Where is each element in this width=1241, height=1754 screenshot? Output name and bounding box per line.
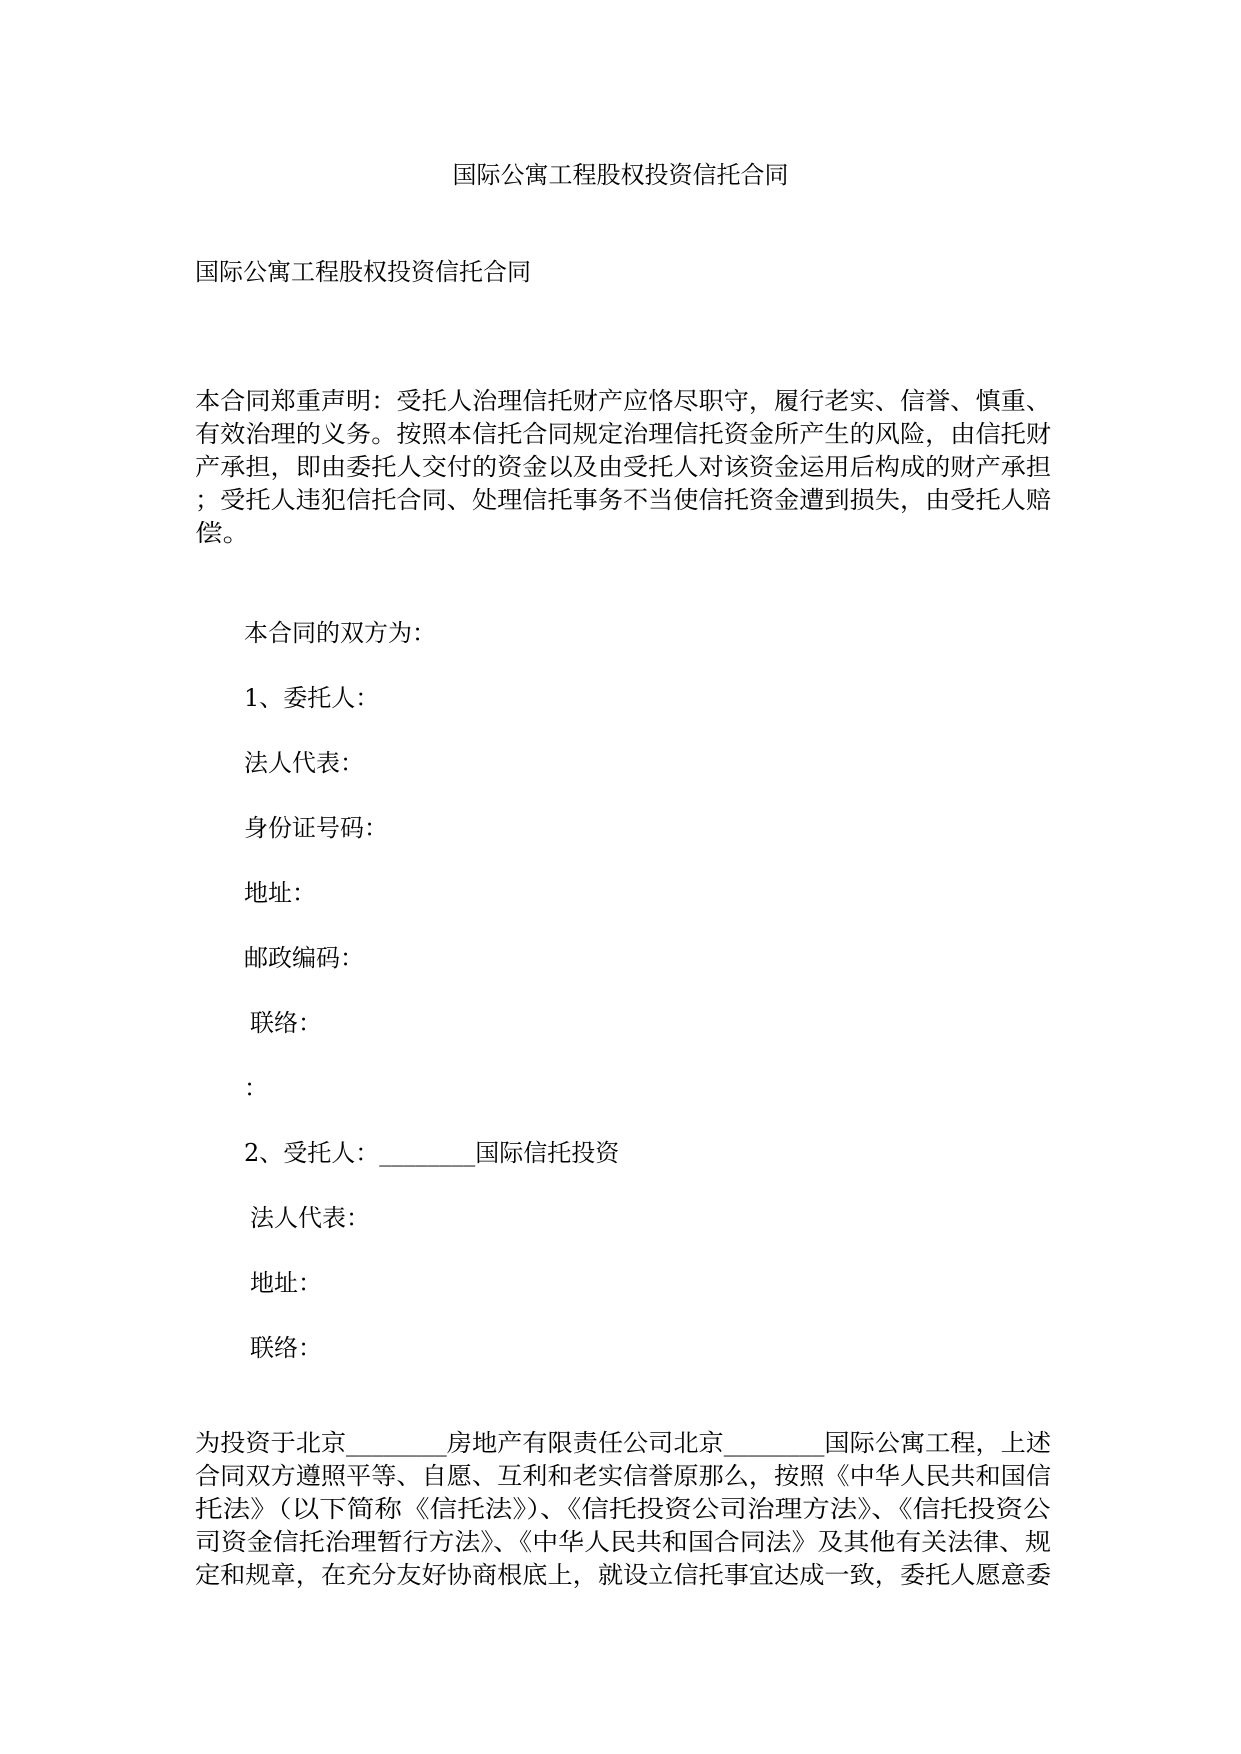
paragraph-line: 本合同郑重声明：受托人治理信托财产应恪尽职守，履行老实、信誉、慎重、 <box>195 387 1051 415</box>
party1-heading: 1、委托人： <box>244 684 380 712</box>
party1-id-number: 身份证号码： <box>244 814 388 842</box>
party2-heading: 2、受托人：________国际信托投资 <box>244 1139 620 1167</box>
party1-extra: ： <box>244 1074 268 1102</box>
party2-address: 地址： <box>250 1269 322 1297</box>
party1-address: 地址： <box>244 879 316 907</box>
paragraph-line: 有效治理的义务。按照本信托合同规定治理信托资金所产生的风险，由信托财 <box>195 420 1051 448</box>
paragraph-line: 托法》（以下简称《信托法》）、《信托投资公司治理方法》、《信托投资公 <box>195 1495 1051 1523</box>
paragraph-line: 为投资于北京________房地产有限责任公司北京________国际公寓工程，上述 <box>195 1429 1051 1457</box>
document-subtitle: 国际公寓工程股权投资信托合同 <box>195 258 531 286</box>
party1-contact: 联络： <box>250 1009 322 1037</box>
paragraph-line: 定和规章，在充分友好协商根底上，就设立信托事宜达成一致，委托人愿意委 <box>195 1561 1051 1589</box>
party1-postcode: 邮政编码： <box>244 944 364 972</box>
paragraph-line: 司资金信托治理暂行方法》、《中华人民共和国合同法》及其他有关法律、规 <box>195 1528 1051 1556</box>
paragraph-line: ；受托人违犯信托合同、处理信托事务不当使信托资金遭到损失，由受托人赔 <box>195 486 1051 514</box>
party2-contact: 联络： <box>250 1334 322 1362</box>
paragraph-line: 偿。 <box>195 519 251 547</box>
document-title: 国际公寓工程股权投资信托合同 <box>452 161 789 189</box>
party1-legal-rep: 法人代表： <box>244 749 364 777</box>
parties-intro: 本合同的双方为： <box>244 619 436 647</box>
paragraph-line: 产承担，即由委托人交付的资金以及由受托人对该资金运用后构成的财产承担 <box>195 453 1051 481</box>
paragraph-line: 合同双方遵照平等、自愿、互利和老实信誉原那么，按照《中华人民共和国信 <box>195 1462 1051 1490</box>
party2-legal-rep: 法人代表： <box>250 1204 370 1232</box>
